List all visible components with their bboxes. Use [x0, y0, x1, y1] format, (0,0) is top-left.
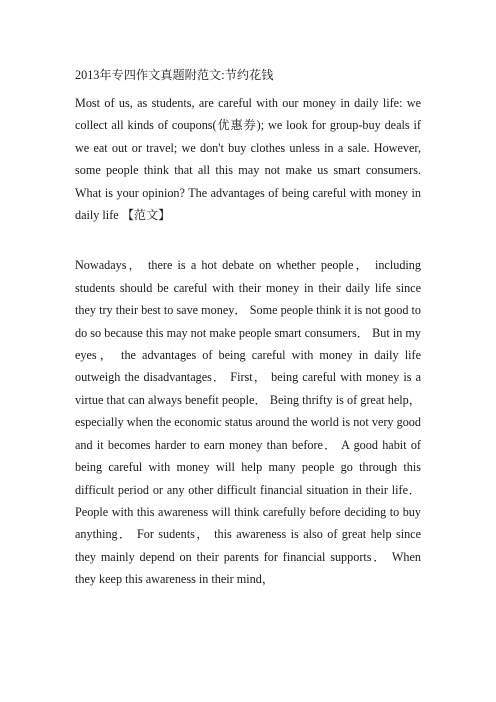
document-title: 2013年专四作文真题附范文:节约花钱 [75, 68, 274, 82]
essay-prompt-paragraph: Most of us, as students, are careful with our money in daily life: we collect all kinds of coupons(优惠券); we look for group-buy deals if we eat out or travel; we don't buy clothes unless in a sale. However, some people think that all this may not make us smart consumers. What is your opinion? The advantages of being careful with money in daily life 【范文】 [75, 96, 421, 223]
document-body [75, 64, 421, 591]
sample-essay-paragraph: Nowadays， there is a hot debate on whether people， including students should be careful with their money in their daily life since they try their best to save money． Some people think it is not good to do so because this may not make people smart consumers． But in my eyes， the advantages of being careful with money in daily life outweigh the disadvantages． First， being careful with money is a virtue that can always benefit people． Being thrifty is of great help， especially when the economic status around the world is not very good and it becomes harder to earn money than before． A good habit of being careful with money will help many people go through this difficult period or any other difficult financial situation in their life． People with this awareness will think carefully before deciding to buy anything． For sudents， this awareness is also of great help since they mainly depend on their parents for financial supports． When they keep this awareness in their mind， [75, 258, 421, 587]
